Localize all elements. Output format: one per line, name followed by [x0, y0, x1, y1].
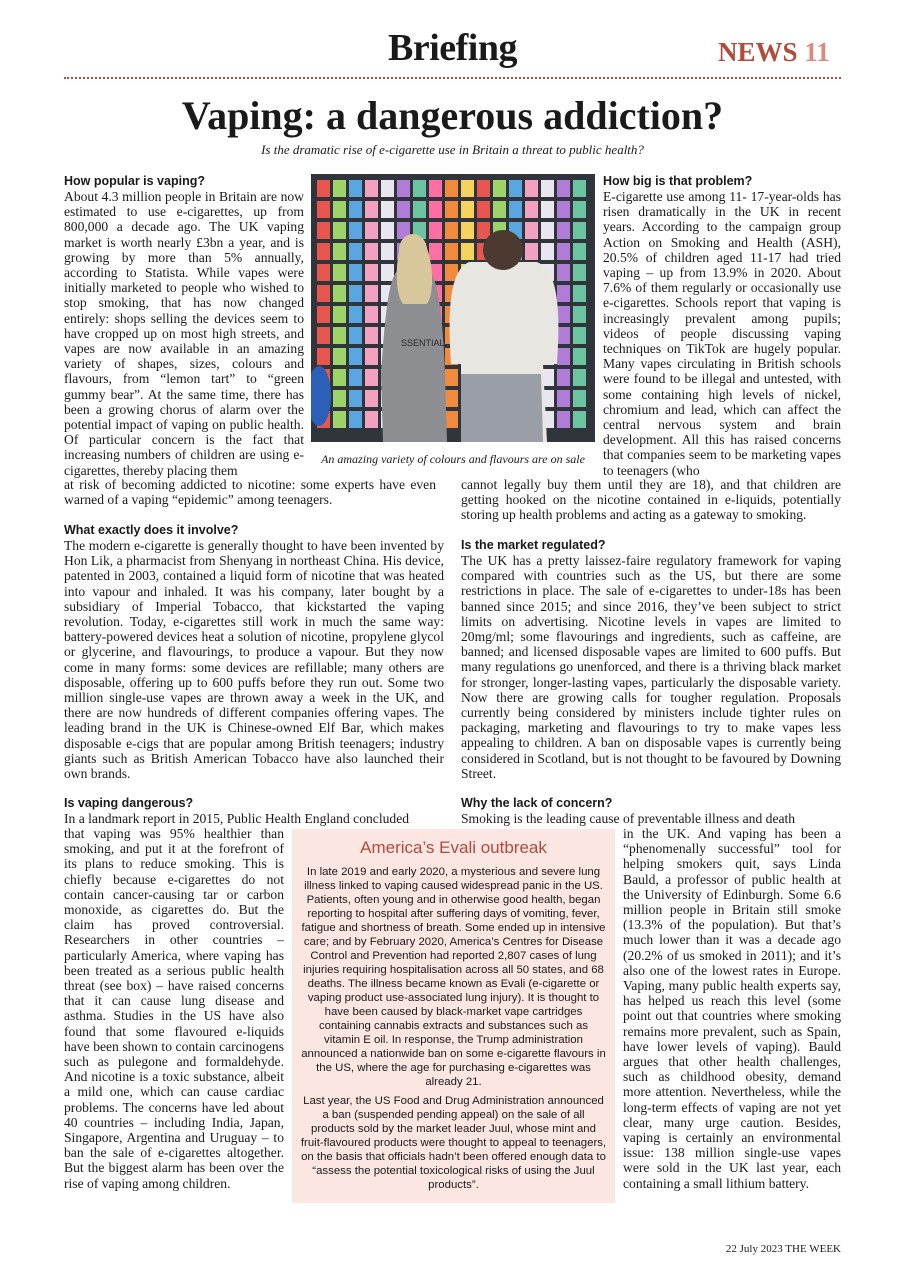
section-involve: [64, 523, 444, 781]
section-heading: Is vaping dangerous?: [64, 796, 194, 810]
section-concern-continued: [623, 826, 841, 1191]
section-heading: What exactly does it involve?: [64, 523, 239, 537]
box-paragraph: Last year, the US Food and Drug Administration announced a ban (suspended pending appeal) on the sale of all products sold by the market leader Juul, whose mint and fruit-flavoured products were thought to appeal to teenagers, on the basis that officials hadn’t been offered enough data to “assess the potential toxicological risks of using the Juul products”.: [300, 1095, 607, 1191]
photo-caption: An amazing variety of colours and flavours are on sale: [321, 452, 585, 466]
section-popular: [64, 174, 304, 478]
photo-vape-shop-display-icon: [311, 174, 595, 442]
section-concern: [461, 796, 841, 826]
svg-text:SSENTIAL: SSENTIAL: [401, 338, 445, 348]
header-divider: [64, 77, 841, 79]
news-label-text: NEWS: [718, 37, 798, 67]
evali-sidebar-box: [292, 829, 615, 1203]
box-paragraph: In late 2019 and early 2020, a mysterious and severe lung illness linked to vaping caused widespread panic in the US. Patients, often young and in otherwise good health, began reporting to hospital after suffering days of vomiting, fever, fatigue and shortness of breath. Some ended up in intensive care; and by February 2020, America’s Centres for Disease Control and Prevention had reported 2,807 cases of lung injuries requiring hospitalisation across all 50 states, and 68 deaths. The illness became known as Evali (e-cigarette or vaping product use-associated lung injury). It is thought to have been caused by black-market vape cartridges containing cannabis extracts and substances such as vitamin E oil. In response, the Trump administration announced a nationwide ban on some e-cigarette flavours in the US, where the age for purchasing e-cigarettes was already 21.: [301, 866, 606, 1088]
article-headline: Vaping: a dangerous addiction?: [181, 93, 724, 138]
section-title: Briefing: [388, 27, 517, 69]
section-body: The modern e-cigarette is generally thought to have been invented by Hon Lik, a pharmacist from Shenyang in northeast China. His device, patented in 2003, contained a liquid form of nicotine that was heated into vapour and inhaled. It was his company, later bought by a subsidiary of Imperial Tobacco, that kickstarted the vaping revolution. Today, e-cigarettes still work in much the same way: battery-powered devices heat a solution of nicotine, propylene glycol or glycerine, and flavourings, to produce a vapour. But they now come in many forms: some devices are refillable; many others are disposable, offering up to 600 puffs before they run out. Some two million single-use vapes are thrown away a week in the UK, and there are now hundreds of different companies offering vapes. The leading brand in the UK is Chinese-owned Elf Bar, which makes disposable e-cigs that are popular among British teenagers; industry giants such as British American Tobacco have also launched their own brands.: [64, 538, 444, 782]
box-title: America’s Evali outbreak: [360, 838, 547, 857]
page-footer: [726, 1242, 841, 1256]
section-regulated: [461, 538, 841, 781]
section-body: at risk of becoming addicted to nicotine: some experts have even warned of a vaping “epidemic” among teenagers.: [64, 477, 436, 508]
section-body: E-cigarette use among 11- 17-year-olds has risen dramatically in the UK in recent years. According to the campaign group Action on Smoking and Health (ASH), 20.5% of children aged 11-17 had tried vaping – up from 13.9% in 2020. About 7.6% of them regularly or occasionally use e-cigarettes. Schools report that vaping is increasingly prevalent among pupils; videos of people discussing vaping techniques on TikTok are hugely popular. Many vapes circulating in British schools were found to be illegal and untested, with some containing high levels of nickel, chromium and lead, which can affect the central nervous system and brain development. All this has raised concerns that companies seem to be marketing vapes to teenagers (who: [603, 189, 841, 478]
section-heading: How big is that problem?: [603, 174, 753, 188]
page-number: 11: [804, 37, 830, 67]
news-page-label: [718, 34, 830, 70]
footer-date: 22 July 2023: [725, 1243, 783, 1255]
section-body: cannot legally buy them until they are 18), and that children are getting hooked on the nicotine contained in e-liquids, potentially storing up health problems and acting as a gateway to smoking.: [461, 477, 841, 523]
vape-shop-photo: [311, 174, 595, 442]
section-dangerous-continued: [64, 826, 284, 1191]
section-body: The UK has a pretty laissez-faire regulatory framework for vaping compared with countries such as the US, but there are some restrictions in place. The sale of e-cigarettes to under-18s has been banned since 2015; and since 2016, they’ve been subject to strict limits on advertising. Nicotine levels in vapes are limited to 20mg/ml; some flavourings and ingredients, such as caffeine, are banned; and licensed disposable vapes are limited to 600 puffs. But many regulations go unenforced, and there is a thriving black market for stronger, longer-lasting vapes, particularly the disposable variety. Now there are growing calls for tougher regulation. Proposals currently being considered by ministers include tighter rules on packaging, marketing and flavourings to try to make vapes less appealing to children. A ban on disposable vapes is currently being considered in Scotland, but is not thought to be favoured by Downing Street.: [461, 553, 841, 781]
section-heading: Why the lack of concern?: [461, 796, 613, 810]
section-body: In a landmark report in 2015, Public Health England concluded: [64, 811, 410, 826]
section-body: in the UK. And vaping has been a “phenomenally successful” tool for helping smokers quit, says Linda Bauld, a professor of public health at the University of Edinburgh. Some 6.6 million people in Britain still smoke (13.3% of the population). But that’s much lower than it was a decade ago (20.2% of us smoked in 2011); and it’s also one of the lowest rates in Europe. Vaping, many public health experts say, has helped us reach this level (some point out that countries where smoking remains more prevalent, such as Spain, have lower levels of vaping). Bauld argues that other health challenges, such as childhood obesity, demand more attention. Nevertheless, while the long-term effects of vaping are not yet clear, many urge caution. Besides, vaping is certainly an environmental issue: 138 million single-use vapes were sold in the UK last year, each containing a small lithium battery.: [623, 826, 841, 1191]
section-heading: How popular is vaping?: [64, 174, 205, 188]
section-dangerous: [64, 796, 444, 826]
section-body: About 4.3 million people in Britain are now estimated to use e-cigarettes, up from 800,000 a decade ago. The UK vaping market is worth nearly £3bn a year, and is growing by more than 5% annually, according to Statista. While vapes were initially marketed to people who wished to stop smoking, that has now changed entirely: shops selling the devices seem to have cropped up on most high streets, and vapes are now available in an amazing variety of shapes, sizes, colours and flavours, from “lemon tart” to “green gummy bear”. At the same time, there has been a growing chorus of alarm over the potential impact of vaping on public health. Of particular concern is the fact that increasing numbers of children are using e-cigarettes, thereby placing them: [64, 189, 304, 478]
footer-publication: THE WEEK: [785, 1243, 841, 1255]
article-standfirst: Is the dramatic rise of e-cigarette use in Britain a threat to public health?: [261, 142, 644, 157]
section-popular-continued: [64, 477, 436, 507]
section-body: that vaping was 95% healthier than smoking, and put it at the forefront of its plans to reduce smoking. This is chiefly because e-cigarettes do not contain cancer-causing tar or carbon monoxide, as cigarettes do. But the claim has proved controversial. Researchers in other countries – particularly America, where vaping has been treated as a serious public health threat (see box) – have raised concerns that it can cause lung disease and asthma. Studies in the US have also found that some flavoured e-liquids have been shown to contain carcinogens such as pulegone and formaldehyde. And nicotine is a toxic substance, albeit a mild one, which can cause cardiac problems. The concerns have led about 40 countries – including India, Japan, Singapore, Argentina and Uruguay – to ban the sale of e-cigarettes altogether. But the biggest alarm has been over the rise of vaping among children.: [64, 826, 284, 1191]
section-problem: [603, 174, 841, 478]
section-problem-continued: [461, 477, 841, 523]
section-body: Smoking is the leading cause of preventable illness and death: [461, 811, 796, 826]
section-heading: Is the market regulated?: [461, 538, 606, 552]
